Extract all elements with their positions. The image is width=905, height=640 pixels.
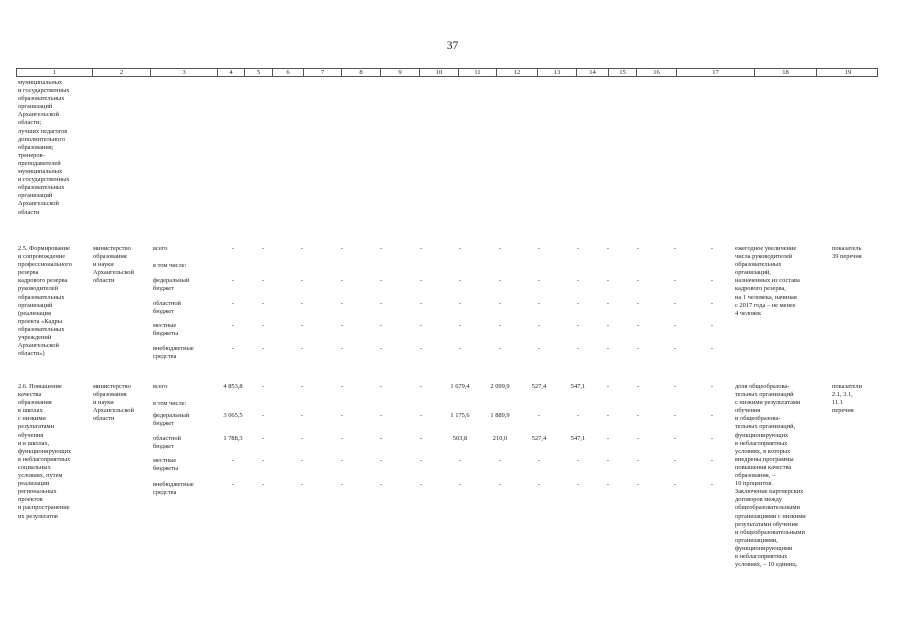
funding-value: 503,8 [452, 435, 468, 442]
funding-value: - [300, 481, 304, 488]
column-header-14: 14 [577, 69, 609, 76]
funding-value: - [498, 245, 502, 252]
funding-value: - [231, 345, 235, 352]
funding-value: - [537, 345, 541, 352]
funding-source-label: внебюджетные средства [153, 481, 194, 497]
funding-value: - [261, 245, 265, 252]
funding-value: - [673, 300, 677, 307]
funding-value: - [340, 322, 344, 329]
funding-value: - [606, 481, 610, 488]
funding-value: - [458, 277, 462, 284]
funding-value: - [261, 412, 265, 419]
funding-value: - [537, 457, 541, 464]
funding-source-label: федеральный бюджет [153, 412, 190, 428]
funding-value: - [379, 345, 383, 352]
funding-value: 2 099,9 [490, 383, 510, 390]
funding-value: - [300, 300, 304, 307]
funding-value: - [340, 383, 344, 390]
indicator-cell: показатель 39 перечня [832, 245, 862, 261]
funding-value: - [636, 245, 640, 252]
column-header-3: 3 [151, 69, 218, 76]
funding-value: - [606, 245, 610, 252]
activity-cell: 2.6. Повышение качества образования в школах с низкими результатами обучения и в школах, функционирующих в неблагоприятных социальных условиях, путем реализации региональных проектов и распространение их результатов [18, 383, 72, 520]
funding-value: - [537, 322, 541, 329]
funding-value: - [300, 277, 304, 284]
funding-value: - [231, 245, 235, 252]
funding-value-col17: - [710, 457, 714, 464]
funding-value: - [498, 345, 502, 352]
funding-value: - [300, 345, 304, 352]
funding-value: - [636, 435, 640, 442]
funding-value: - [636, 300, 640, 307]
funding-value: 4 853,8 [223, 383, 243, 390]
funding-value: 1 679,4 [450, 383, 470, 390]
funding-value: - [379, 412, 383, 419]
funding-value: - [340, 457, 344, 464]
funding-value: - [419, 412, 423, 419]
funding-value: - [576, 481, 580, 488]
funding-value: - [498, 457, 502, 464]
funding-value: 210,0 [492, 435, 508, 442]
column-header-6: 6 [273, 69, 304, 76]
funding-source-label: всего [153, 245, 168, 252]
column-header-18: 18 [755, 69, 817, 76]
funding-value: - [300, 245, 304, 252]
funding-value: - [340, 245, 344, 252]
funding-value: - [261, 481, 265, 488]
funding-value: 1 788,3 [223, 435, 243, 442]
funding-value: - [636, 481, 640, 488]
funding-value: - [537, 245, 541, 252]
funding-source-label: местные бюджеты [153, 457, 179, 473]
column-header-4: 4 [218, 69, 245, 76]
funding-value: - [300, 435, 304, 442]
funding-value-col17: - [710, 345, 714, 352]
funding-value-col17: - [710, 412, 714, 419]
continuation-cell: муниципальных и государственных образовательных организаций Архангельской области; лучших педагогов дополнительного образования; тренеров- преподавателей муниципальных и государственных образовательных организаций Архангельской области [18, 79, 70, 216]
funding-value-col17: - [710, 481, 714, 488]
funding-value: 527,4 [531, 435, 547, 442]
funding-value: - [458, 481, 462, 488]
funding-value: - [300, 412, 304, 419]
funding-value: 1 175,6 [450, 412, 470, 419]
funding-value: - [498, 300, 502, 307]
funding-value: - [576, 245, 580, 252]
column-header-10: 10 [420, 69, 459, 76]
funding-value: - [537, 300, 541, 307]
column-header-15: 15 [609, 69, 637, 76]
funding-source-label: местные бюджеты [153, 322, 179, 338]
funding-value: - [261, 300, 265, 307]
funding-source-label: всего [153, 383, 168, 390]
funding-value: - [261, 345, 265, 352]
funding-value: - [606, 322, 610, 329]
funding-value: - [576, 457, 580, 464]
funding-value-col17: - [710, 383, 714, 390]
funding-value: - [673, 277, 677, 284]
funding-value: - [606, 457, 610, 464]
funding-value: - [340, 345, 344, 352]
funding-value: - [231, 481, 235, 488]
column-header-5: 5 [245, 69, 273, 76]
funding-value: - [673, 345, 677, 352]
funding-value: - [261, 383, 265, 390]
funding-value: - [576, 345, 580, 352]
funding-value: - [261, 435, 265, 442]
funding-value: - [379, 322, 383, 329]
funding-value: - [537, 412, 541, 419]
column-header-7: 7 [304, 69, 342, 76]
funding-value: - [300, 322, 304, 329]
funding-value-col17: - [710, 277, 714, 284]
funding-value: - [636, 457, 640, 464]
funding-value-col17: - [710, 245, 714, 252]
funding-value-col17: - [710, 300, 714, 307]
funding-value: - [673, 412, 677, 419]
funding-value-col17: - [710, 435, 714, 442]
column-header-row [16, 68, 878, 77]
column-header-17: 17 [677, 69, 755, 76]
funding-value: - [419, 457, 423, 464]
funding-value: - [636, 383, 640, 390]
funding-value: - [261, 457, 265, 464]
funding-value: - [576, 277, 580, 284]
funding-value: - [379, 435, 383, 442]
funding-value: - [419, 322, 423, 329]
column-header-1: 1 [17, 69, 93, 76]
funding-value-col17: - [710, 322, 714, 329]
column-header-9: 9 [381, 69, 420, 76]
funding-value: - [576, 412, 580, 419]
funding-value: - [261, 322, 265, 329]
funding-source-label: в том числе: [153, 400, 187, 407]
funding-value: - [498, 277, 502, 284]
funding-value: - [673, 383, 677, 390]
funding-value: - [379, 300, 383, 307]
funding-value: - [419, 481, 423, 488]
funding-value: - [458, 300, 462, 307]
indicator-cell: показатели 2.1, 3.1, 11.1 перечня [832, 383, 862, 415]
funding-value: - [606, 300, 610, 307]
funding-source-label: в том числе: [153, 262, 187, 269]
page-number: 37 [446, 40, 459, 52]
executor-cell: министерство образования и науки Архангельской области [93, 383, 134, 423]
funding-value: - [606, 345, 610, 352]
funding-value: - [231, 322, 235, 329]
funding-value: - [636, 277, 640, 284]
funding-value: - [498, 322, 502, 329]
funding-value: 547,1 [570, 435, 586, 442]
funding-value: - [458, 245, 462, 252]
funding-value: - [673, 457, 677, 464]
funding-value: - [340, 277, 344, 284]
funding-value: - [636, 322, 640, 329]
funding-value: - [379, 481, 383, 488]
funding-source-label: внебюджетные средства [153, 345, 194, 361]
funding-value: - [673, 481, 677, 488]
funding-value: - [606, 435, 610, 442]
funding-value: - [673, 245, 677, 252]
executor-cell: министерство образования и науки Архангельской области [93, 245, 134, 285]
activity-cell: 2.5. Формирование и сопровождение профессионального резерва кадрового резерва руководителей образовательных организаций (реализация проекта «Кадры образовательных учреждений Архангельской области») [18, 245, 72, 358]
funding-value: - [458, 457, 462, 464]
funding-value: - [458, 345, 462, 352]
funding-value: 527,4 [531, 383, 547, 390]
funding-value: - [606, 383, 610, 390]
column-header-19: 19 [844, 69, 852, 76]
funding-value: - [419, 245, 423, 252]
funding-value: - [419, 277, 423, 284]
column-header-11: 11 [459, 69, 497, 76]
funding-value: - [340, 481, 344, 488]
funding-value: - [419, 435, 423, 442]
funding-value: - [231, 457, 235, 464]
funding-value: - [231, 300, 235, 307]
funding-value: - [261, 277, 265, 284]
funding-value: - [231, 277, 235, 284]
funding-value: - [379, 383, 383, 390]
funding-value: - [606, 412, 610, 419]
funding-value: - [379, 245, 383, 252]
funding-value: - [673, 435, 677, 442]
funding-value: 3 065,5 [223, 412, 243, 419]
funding-value: - [419, 383, 423, 390]
result-cell: ежегодное увеличение числа руководителей образовательных организаций, назначенных из состава кадрового резерва, на 1 человека, начиная с 2017 года – не менее 4 человек [735, 245, 800, 317]
funding-value: - [673, 322, 677, 329]
funding-source-label: федеральный бюджет [153, 277, 190, 293]
column-header-8: 8 [342, 69, 381, 76]
funding-value: - [300, 457, 304, 464]
funding-source-label: областной бюджет [153, 435, 181, 451]
column-header-16: 16 [637, 69, 677, 76]
funding-value: - [537, 481, 541, 488]
column-header-13: 13 [538, 69, 577, 76]
funding-value: 1 889,9 [490, 412, 510, 419]
funding-value: - [537, 277, 541, 284]
funding-value: - [379, 457, 383, 464]
funding-value: - [379, 277, 383, 284]
funding-source-label: областной бюджет [153, 300, 181, 316]
funding-value: - [498, 481, 502, 488]
funding-value: - [576, 322, 580, 329]
funding-value: 547,1 [570, 383, 586, 390]
funding-value: - [340, 412, 344, 419]
column-header-2: 2 [93, 69, 151, 76]
funding-value: - [419, 300, 423, 307]
funding-value: - [340, 300, 344, 307]
funding-value: - [419, 345, 423, 352]
funding-value: - [458, 322, 462, 329]
column-header-12: 12 [497, 69, 538, 76]
funding-value: - [340, 435, 344, 442]
funding-value: - [606, 277, 610, 284]
funding-value: - [636, 345, 640, 352]
funding-value: - [576, 300, 580, 307]
result-cell: доля общеобразова- тельных организаций с низкими результатами обучения и общеобразова- тельных организаций, функционирующих в неблагоприятных условиях, в которых внедрены программы повышения качества образования, – 10 процентов. Заключение партнерских договоров между общеобразовательными организациями с низкими результатами обучения и общеобразовательными организациями, функционирующими в неблагоприятных условиях, – 10 единиц. [735, 383, 806, 569]
funding-value: - [636, 412, 640, 419]
funding-value: - [300, 383, 304, 390]
